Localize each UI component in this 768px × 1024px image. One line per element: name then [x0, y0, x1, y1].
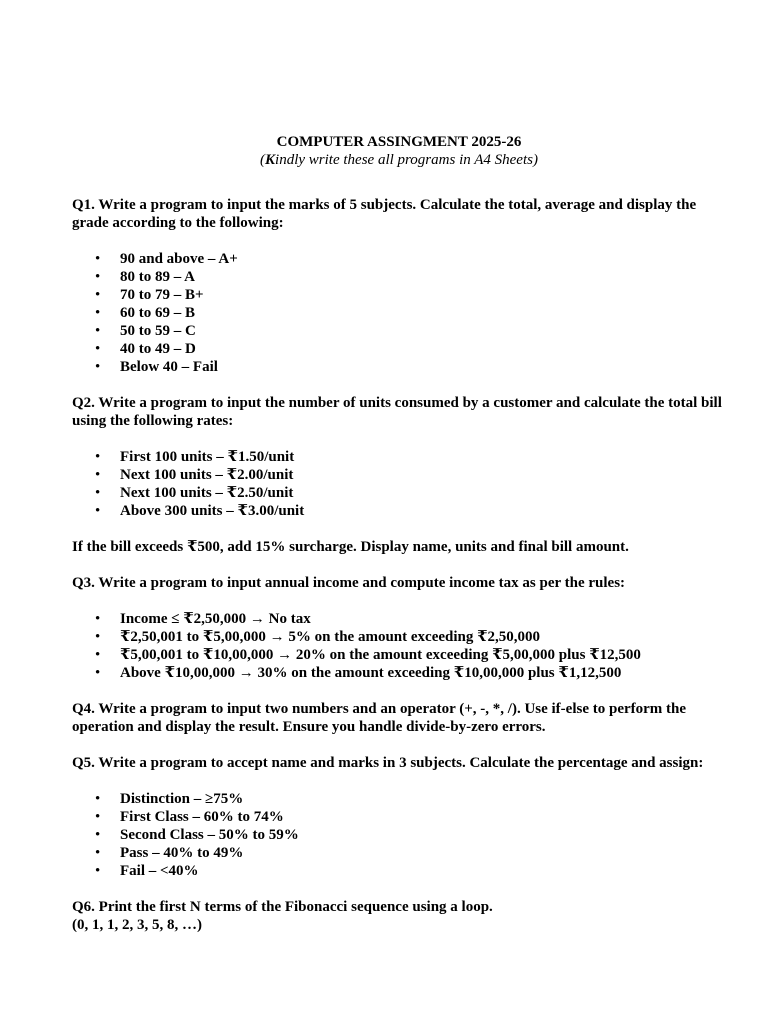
list-item: • ₹2,50,001 to ₹5,00,000 → 5% on the amount exceeding ₹2,50,000 — [72, 628, 722, 646]
question-6: Q6. Print the first N terms of the Fibonacci sequence using a loop. — [72, 899, 493, 915]
q5-class-list — [72, 790, 722, 880]
q1-grade-list — [72, 250, 722, 376]
list-item: • 80 to 89 – A — [72, 268, 722, 286]
question-2: Q2. Write a program to input the number of units consumed by a customer and calculate the total bill using the following rates: — [72, 395, 722, 429]
subtitle-initial: K — [265, 152, 276, 168]
list-item: • Next 100 units – ₹2.50/unit — [72, 484, 722, 502]
list-item: • Above ₹10,00,000 → 30% on the amount exceeding ₹10,00,000 plus ₹1,12,500 — [72, 664, 722, 682]
list-item: • Next 100 units – ₹2.00/unit — [72, 466, 722, 484]
document-title: COMPUTER ASSINGMENT 2025-26 — [276, 134, 522, 150]
question-5: Q5. Write a program to accept name and marks in 3 subjects. Calculate the percentage and assign: — [72, 755, 704, 771]
list-item: • Distinction – ≥75% — [72, 790, 722, 808]
subtitle-open-paren: ( — [260, 152, 266, 168]
document-page — [72, 133, 722, 934]
question-4: Q4. Write a program to input two numbers and an operator (+, -, *, /). Use if-else to perform the operation and display the result. Ensure you handle divide-by-zero errors. — [72, 701, 687, 735]
list-item: • Above 300 units – ₹3.00/unit — [72, 502, 722, 520]
list-item: • 60 to 69 – B — [72, 304, 722, 322]
question-1: Q1. Write a program to input the marks of 5 subjects. Calculate the total, average and display the grade according to the following: — [72, 197, 697, 231]
list-item: • Income ≤ ₹2,50,000 → No tax — [72, 610, 722, 628]
question-3: Q3. Write a program to input annual income and compute income tax as per the rules: — [72, 575, 626, 591]
list-item: • First 100 units – ₹1.50/unit — [72, 448, 722, 466]
list-item: • 90 and above – A+ — [72, 250, 722, 268]
q2-rate-list — [72, 448, 722, 520]
list-item: • Pass – 40% to 49% — [72, 844, 722, 862]
subtitle-text: indly write these all programs in A4 Sheets) — [275, 152, 538, 168]
list-item: • First Class – 60% to 74% — [72, 808, 722, 826]
list-item: • ₹5,00,001 to ₹10,00,000 → 20% on the amount exceeding ₹5,00,000 plus ₹12,500 — [72, 646, 722, 664]
document-subtitle — [72, 151, 722, 169]
list-item: • Second Class – 50% to 59% — [72, 826, 722, 844]
q3-tax-list — [72, 610, 722, 682]
q6-example: (0, 1, 1, 2, 3, 5, 8, …) — [72, 917, 202, 933]
q2-surcharge-note: If the bill exceeds ₹500, add 15% surcharge. Display name, units and final bill amount. — [72, 539, 629, 555]
list-item: • Below 40 – Fail — [72, 358, 722, 376]
list-item: • 40 to 49 – D — [72, 340, 722, 358]
list-item: • Fail – <40% — [72, 862, 722, 880]
list-item: • 50 to 59 – C — [72, 322, 722, 340]
list-item: • 70 to 79 – B+ — [72, 286, 722, 304]
